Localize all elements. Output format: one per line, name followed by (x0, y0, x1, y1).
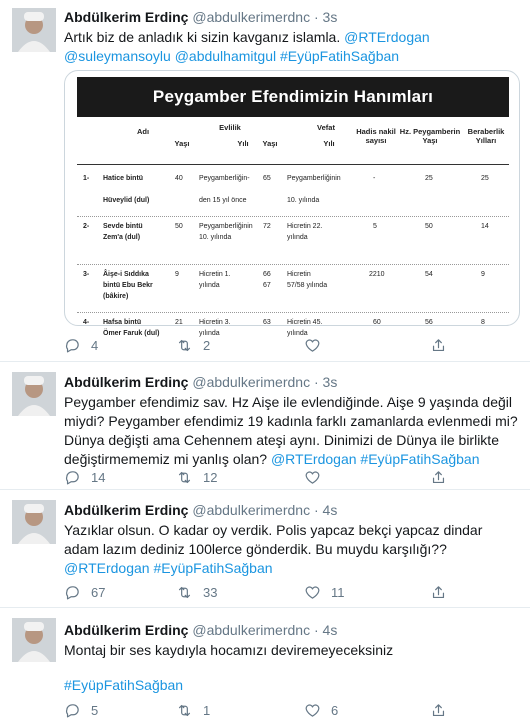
table-row (77, 265, 509, 313)
tweet-mentions[interactable]: @RTErdogan #EyüpFatihSağban (270, 451, 480, 467)
reply-count: 5 (91, 702, 99, 718)
display-name[interactable]: Abdülkerim Erdinç (64, 9, 189, 25)
separator-dot: · (313, 374, 319, 390)
row-hz-yasi: 54 (425, 271, 433, 278)
row-evlilik-yili-2: 10. yılında (199, 234, 232, 241)
tweet-header (64, 501, 520, 519)
user-handle[interactable]: @abdulkerimerdnc (192, 9, 311, 25)
row-beraberlik: 9 (481, 271, 485, 278)
separator-dot: · (313, 502, 319, 518)
share-icon (430, 469, 447, 486)
tweet-body-text: Montaj bir ses kaydıyla hocamızı deviremeyeceksiniz (64, 642, 394, 658)
reply-count: 4 (91, 337, 99, 353)
row-evlilik-yasi: 50 (175, 223, 183, 230)
tweet-2[interactable] (0, 362, 530, 490)
tweet-body-text: Yazıklar olsun. O kadar oy verdik. Polis yapcaz bekçi yapcaz dindar adam lazım dediniz 100lerce gönderdik. Bu muydu karşılığı?? (64, 522, 483, 557)
tweet-text (64, 28, 520, 66)
row-beraberlik: 25 (481, 175, 489, 182)
retweet-count: 1 (203, 702, 211, 718)
heart-icon (304, 469, 321, 486)
heart-icon (304, 584, 321, 601)
reply-icon (64, 702, 81, 719)
timestamp[interactable]: 4s (322, 502, 338, 518)
tweet-header (64, 8, 520, 26)
row-name-line2: Zem'a (dul) (103, 234, 141, 241)
tweet-media-image[interactable] (64, 70, 520, 337)
share-icon (430, 584, 447, 601)
tweet-actions (64, 335, 504, 355)
row-vefat-yili-2: yılında (287, 234, 308, 241)
user-handle[interactable]: @abdulkerimerdnc (192, 622, 311, 638)
row-vefat-yasi-2: 67 (263, 282, 271, 289)
row-evlilik-yili-2: yılında (199, 330, 220, 337)
avatar[interactable] (12, 500, 56, 544)
tweet-actions (64, 467, 504, 487)
row-evlilik-yasi: 21 (175, 319, 183, 326)
row-name-line2: Hüveylid (dul) (103, 197, 150, 204)
row-vefat-yili-2: 10. yılında (287, 197, 320, 204)
row-hz-yasi: 56 (425, 319, 433, 326)
retweet-icon (176, 584, 193, 601)
like-count: 6 (331, 702, 339, 718)
user-handle[interactable]: @abdulkerimerdnc (192, 502, 311, 518)
avatar-image-icon (12, 372, 56, 416)
like-count: 11 (331, 584, 345, 600)
tweet-3[interactable] (0, 490, 530, 608)
table-row (77, 217, 509, 265)
row-evlilik-yili-1: Peygamberliğin- (199, 175, 250, 182)
reply-count: 14 (91, 469, 106, 485)
tweet-actions (64, 700, 504, 720)
share-button[interactable] (430, 700, 447, 720)
row-hadis: 60 (373, 319, 381, 326)
row-hz-yasi: 50 (425, 223, 433, 230)
retweet-icon (176, 337, 193, 354)
tweet-mentions[interactable]: @RTErdogan #EyüpFatihSağban (64, 560, 273, 576)
avatar-image-icon (12, 500, 56, 544)
retweet-count: 12 (203, 469, 218, 485)
header-adi: Adı (136, 127, 150, 136)
header-hadis: Hadis nakil sayısı (356, 127, 396, 145)
share-button[interactable] (430, 582, 447, 602)
retweet-button[interactable] (176, 467, 217, 487)
reply-button[interactable] (64, 335, 98, 355)
tweet-mentions[interactable]: #EyüpFatihSağban (64, 677, 184, 693)
reply-icon (64, 584, 81, 601)
row-hz-yasi: 25 (425, 175, 433, 182)
user-handle[interactable]: @abdulkerimerdnc (192, 374, 311, 390)
header-evlilik: Evlilik (219, 123, 241, 132)
tweet-header (64, 621, 520, 639)
row-hadis: 2210 (369, 271, 385, 278)
separator-dot: · (313, 9, 319, 25)
reply-count: 67 (91, 584, 106, 600)
row-vefat-yili-1: Hicretin 45. (287, 319, 323, 326)
tweet-body-text: Peygamber efendimiz sav. Hz Aişe ile evlendiğinde. Aişe 9 yaşında değil miydi? Peygamber efendimiz 19 kadınla farklı zamanlarda evlenmedi mi? Dünya değişti ama Cehennem ateşi aynı. Dinimizi de Dünya ile birlikte değiştirmememiz mi yanlış olan? (64, 394, 518, 467)
row-hadis: 5 (373, 223, 377, 230)
heart-icon (304, 337, 321, 354)
share-button[interactable] (430, 467, 447, 487)
retweet-icon (176, 469, 193, 486)
row-no: 2- (83, 223, 90, 230)
display-name[interactable]: Abdülkerim Erdinç (64, 502, 189, 518)
avatar[interactable] (12, 8, 56, 52)
header-vefat-yili: Yılı (323, 139, 335, 148)
row-vefat-yasi: 66 (263, 271, 271, 278)
avatar-image-icon (12, 618, 56, 662)
header-beraberlik: Beraberlik Yılları (467, 127, 505, 145)
tweet-mentions[interactable]: @RTErdogan @suleymansoylu @abdulhamitgul #EyüpFatihSağban (64, 29, 430, 64)
retweet-button[interactable] (176, 700, 210, 720)
share-icon (430, 702, 447, 719)
row-evlilik-yasi: 40 (175, 175, 183, 182)
row-name-line1: Hafsa bintü (103, 319, 142, 326)
row-evlilik-yili-2: yılında (199, 282, 220, 289)
like-button[interactable] (304, 700, 338, 720)
reply-button[interactable] (64, 582, 105, 602)
like-button[interactable] (304, 467, 331, 487)
display-name[interactable]: Abdülkerim Erdinç (64, 374, 189, 390)
header-evlilik-yasi: Yaşı (174, 139, 190, 148)
table-row (77, 169, 509, 217)
row-vefat-yasi: 72 (263, 223, 271, 230)
row-name-line1: Hatice bintü (103, 175, 144, 182)
reply-button[interactable] (64, 467, 105, 487)
row-vefat-yili-2: yılında (287, 330, 308, 337)
tweet-header (64, 373, 520, 391)
reply-icon (64, 469, 81, 486)
row-name-line1: Sevde bintü (103, 223, 143, 230)
row-vefat-yili-2: 57/58 yılında (287, 282, 328, 289)
row-vefat-yili-1: Hicretin 22. (287, 223, 323, 230)
tweet-text (64, 641, 520, 695)
tweet-4[interactable] (0, 608, 530, 722)
table-header-row (77, 117, 509, 165)
display-name[interactable]: Abdülkerim Erdinç (64, 622, 189, 638)
timestamp[interactable]: 4s (322, 622, 338, 638)
row-no: 4- (83, 319, 90, 326)
retweet-count: 2 (203, 337, 211, 353)
row-beraberlik: 8 (481, 319, 485, 326)
row-evlilik-yili-1: Hicretin 3. (199, 319, 231, 326)
retweet-count: 33 (203, 584, 218, 600)
row-name-line3: (bâkire) (103, 293, 129, 300)
header-vefat: Vefat (317, 123, 335, 132)
avatar-image-icon (12, 8, 56, 52)
like-button[interactable] (304, 335, 331, 355)
row-evlilik-yasi: 9 (175, 271, 179, 278)
retweet-button[interactable] (176, 582, 217, 602)
retweet-icon (176, 702, 193, 719)
share-icon (430, 337, 447, 354)
row-name-line2: Ömer Faruk (dul) (103, 330, 160, 337)
avatar[interactable] (12, 372, 56, 416)
row-beraberlik: 14 (481, 223, 489, 230)
row-evlilik-yili-1: Hicretin 1. (199, 271, 231, 278)
row-name-line2: bintü Ebu Bekr (103, 282, 153, 289)
row-hadis: - (373, 175, 376, 182)
heart-icon (304, 702, 321, 719)
row-evlilik-yili-2: den 15 yıl önce (199, 197, 247, 204)
row-vefat-yili-1: Peygamberliğinin (287, 175, 341, 182)
tweet-actions (64, 582, 504, 602)
timestamp[interactable]: 3s (322, 374, 338, 390)
table-title: Peygamber Efendimizin Hanımları (77, 77, 509, 117)
row-name-line1: Âişe-i Sıddıka (103, 271, 149, 278)
reply-icon (64, 337, 81, 354)
row-vefat-yasi: 63 (263, 319, 271, 326)
row-vefat-yili-1: Hicretin (287, 271, 311, 278)
separator-dot: · (313, 622, 319, 638)
row-no: 1- (83, 175, 90, 182)
tweet-text (64, 521, 520, 578)
tweet-body-text: Artık biz de anladık ki sizin kavganız islamla. (64, 29, 341, 45)
avatar[interactable] (12, 618, 56, 662)
header-vefat-yasi: Yaşı (262, 139, 278, 148)
header-hz-peygamber: Hz. Peygamberin Yaşı (399, 127, 461, 145)
tweet-text (64, 393, 520, 469)
row-vefat-yasi: 65 (263, 175, 271, 182)
row-no: 3- (83, 271, 90, 278)
share-button[interactable] (430, 335, 447, 355)
timestamp[interactable]: 3s (322, 9, 338, 25)
header-evlilik-yili: Yılı (237, 139, 249, 148)
like-button[interactable] (304, 582, 345, 602)
retweet-button[interactable] (176, 335, 210, 355)
row-evlilik-yili-1: Peygamberliğinin (199, 223, 253, 230)
reply-button[interactable] (64, 700, 98, 720)
